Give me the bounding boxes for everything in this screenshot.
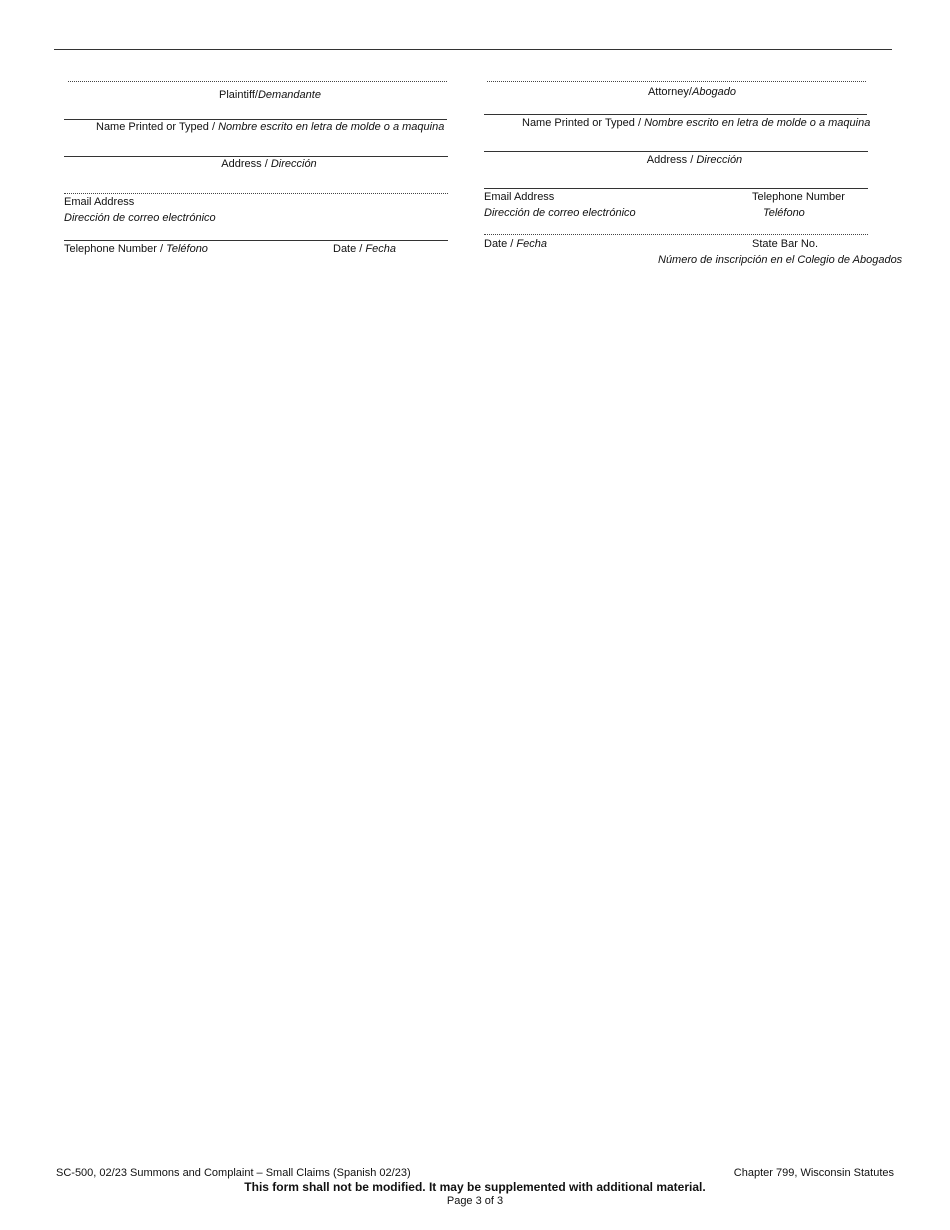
plaintiff-label-es: Demandante [257, 89, 321, 101]
plaintiff-date-label-es: Fecha [365, 243, 396, 255]
footer-notice: This form shall not be modified. It may be supplemented with additional material. [244, 1180, 706, 1194]
plaintiff-phone-label-es: Teléfono [166, 243, 208, 255]
attorney-date-label-es: Fecha [516, 238, 547, 250]
attorney-address-label [484, 154, 905, 167]
attorney-label-en: Attorney/ [647, 86, 692, 98]
attorney-phone-label-en: Telephone Number [752, 191, 845, 203]
plaintiff-signature-line[interactable] [68, 81, 447, 82]
attorney-phone-label-es: Teléfono [763, 207, 805, 219]
plaintiff-name-line[interactable] [64, 119, 447, 120]
attorney-bar-label-en: State Bar No. [752, 238, 819, 250]
attorney-name-line[interactable] [484, 114, 867, 115]
plaintiff-email-label-en: Email Address [64, 196, 135, 208]
footer-statute: Chapter 799, Wisconsin Statutes [733, 1167, 894, 1179]
top-divider [54, 49, 892, 50]
attorney-name-label-en: Name Printed or Typed / [522, 117, 645, 129]
plaintiff-phone-label-en: Telephone Number / [64, 243, 167, 255]
attorney-email-phone-line[interactable] [484, 188, 868, 189]
plaintiff-phone-label [64, 243, 208, 256]
plaintiff-email-label-es: Dirección de correo electrónico [64, 212, 216, 224]
plaintiff-label-en: Plaintiff/ [219, 89, 258, 101]
plaintiff-email-line[interactable] [64, 193, 448, 194]
plaintiff-phone-date-line[interactable] [64, 240, 448, 241]
attorney-signature-label [487, 86, 897, 99]
plaintiff-address-label-en: Address / [221, 158, 271, 170]
plaintiff-name-label-es: Nombre escrito en letra de molde o a maquina [218, 121, 445, 133]
attorney-name-label-es: Nombre escrito en letra de molde o a maquina [644, 117, 871, 129]
plaintiff-address-label-es: Dirección [270, 158, 317, 170]
plaintiff-date-label-en: Date / [333, 243, 366, 255]
attorney-email-label-en: Email Address [484, 191, 555, 203]
footer-page-number: Page 3 of 3 [446, 1195, 504, 1207]
plaintiff-signature-label [68, 89, 472, 102]
plaintiff-date-label [333, 243, 396, 256]
attorney-date-label [484, 238, 547, 251]
plaintiff-address-line[interactable] [64, 156, 448, 157]
attorney-address-line[interactable] [484, 151, 868, 152]
attorney-address-label-en: Address / [646, 154, 697, 166]
attorney-email-label-es: Dirección de correo electrónico [484, 207, 636, 219]
footer-form-id: SC-500, 02/23 Summons and Complaint – Small Claims (Spanish 02/23) [56, 1167, 411, 1179]
plaintiff-address-label [64, 158, 474, 171]
attorney-address-label-es: Dirección [696, 154, 743, 166]
attorney-signature-line[interactable] [487, 81, 866, 82]
attorney-name-label [522, 117, 870, 130]
attorney-date-label-en: Date / [484, 238, 517, 250]
plaintiff-name-label-en: Name Printed or Typed / [96, 121, 219, 133]
attorney-bar-label-es: Número de inscripción en el Colegio de Abogados [658, 254, 903, 266]
plaintiff-name-label [96, 121, 444, 134]
attorney-date-bar-line[interactable] [484, 234, 868, 235]
attorney-label-es: Abogado [691, 86, 737, 98]
